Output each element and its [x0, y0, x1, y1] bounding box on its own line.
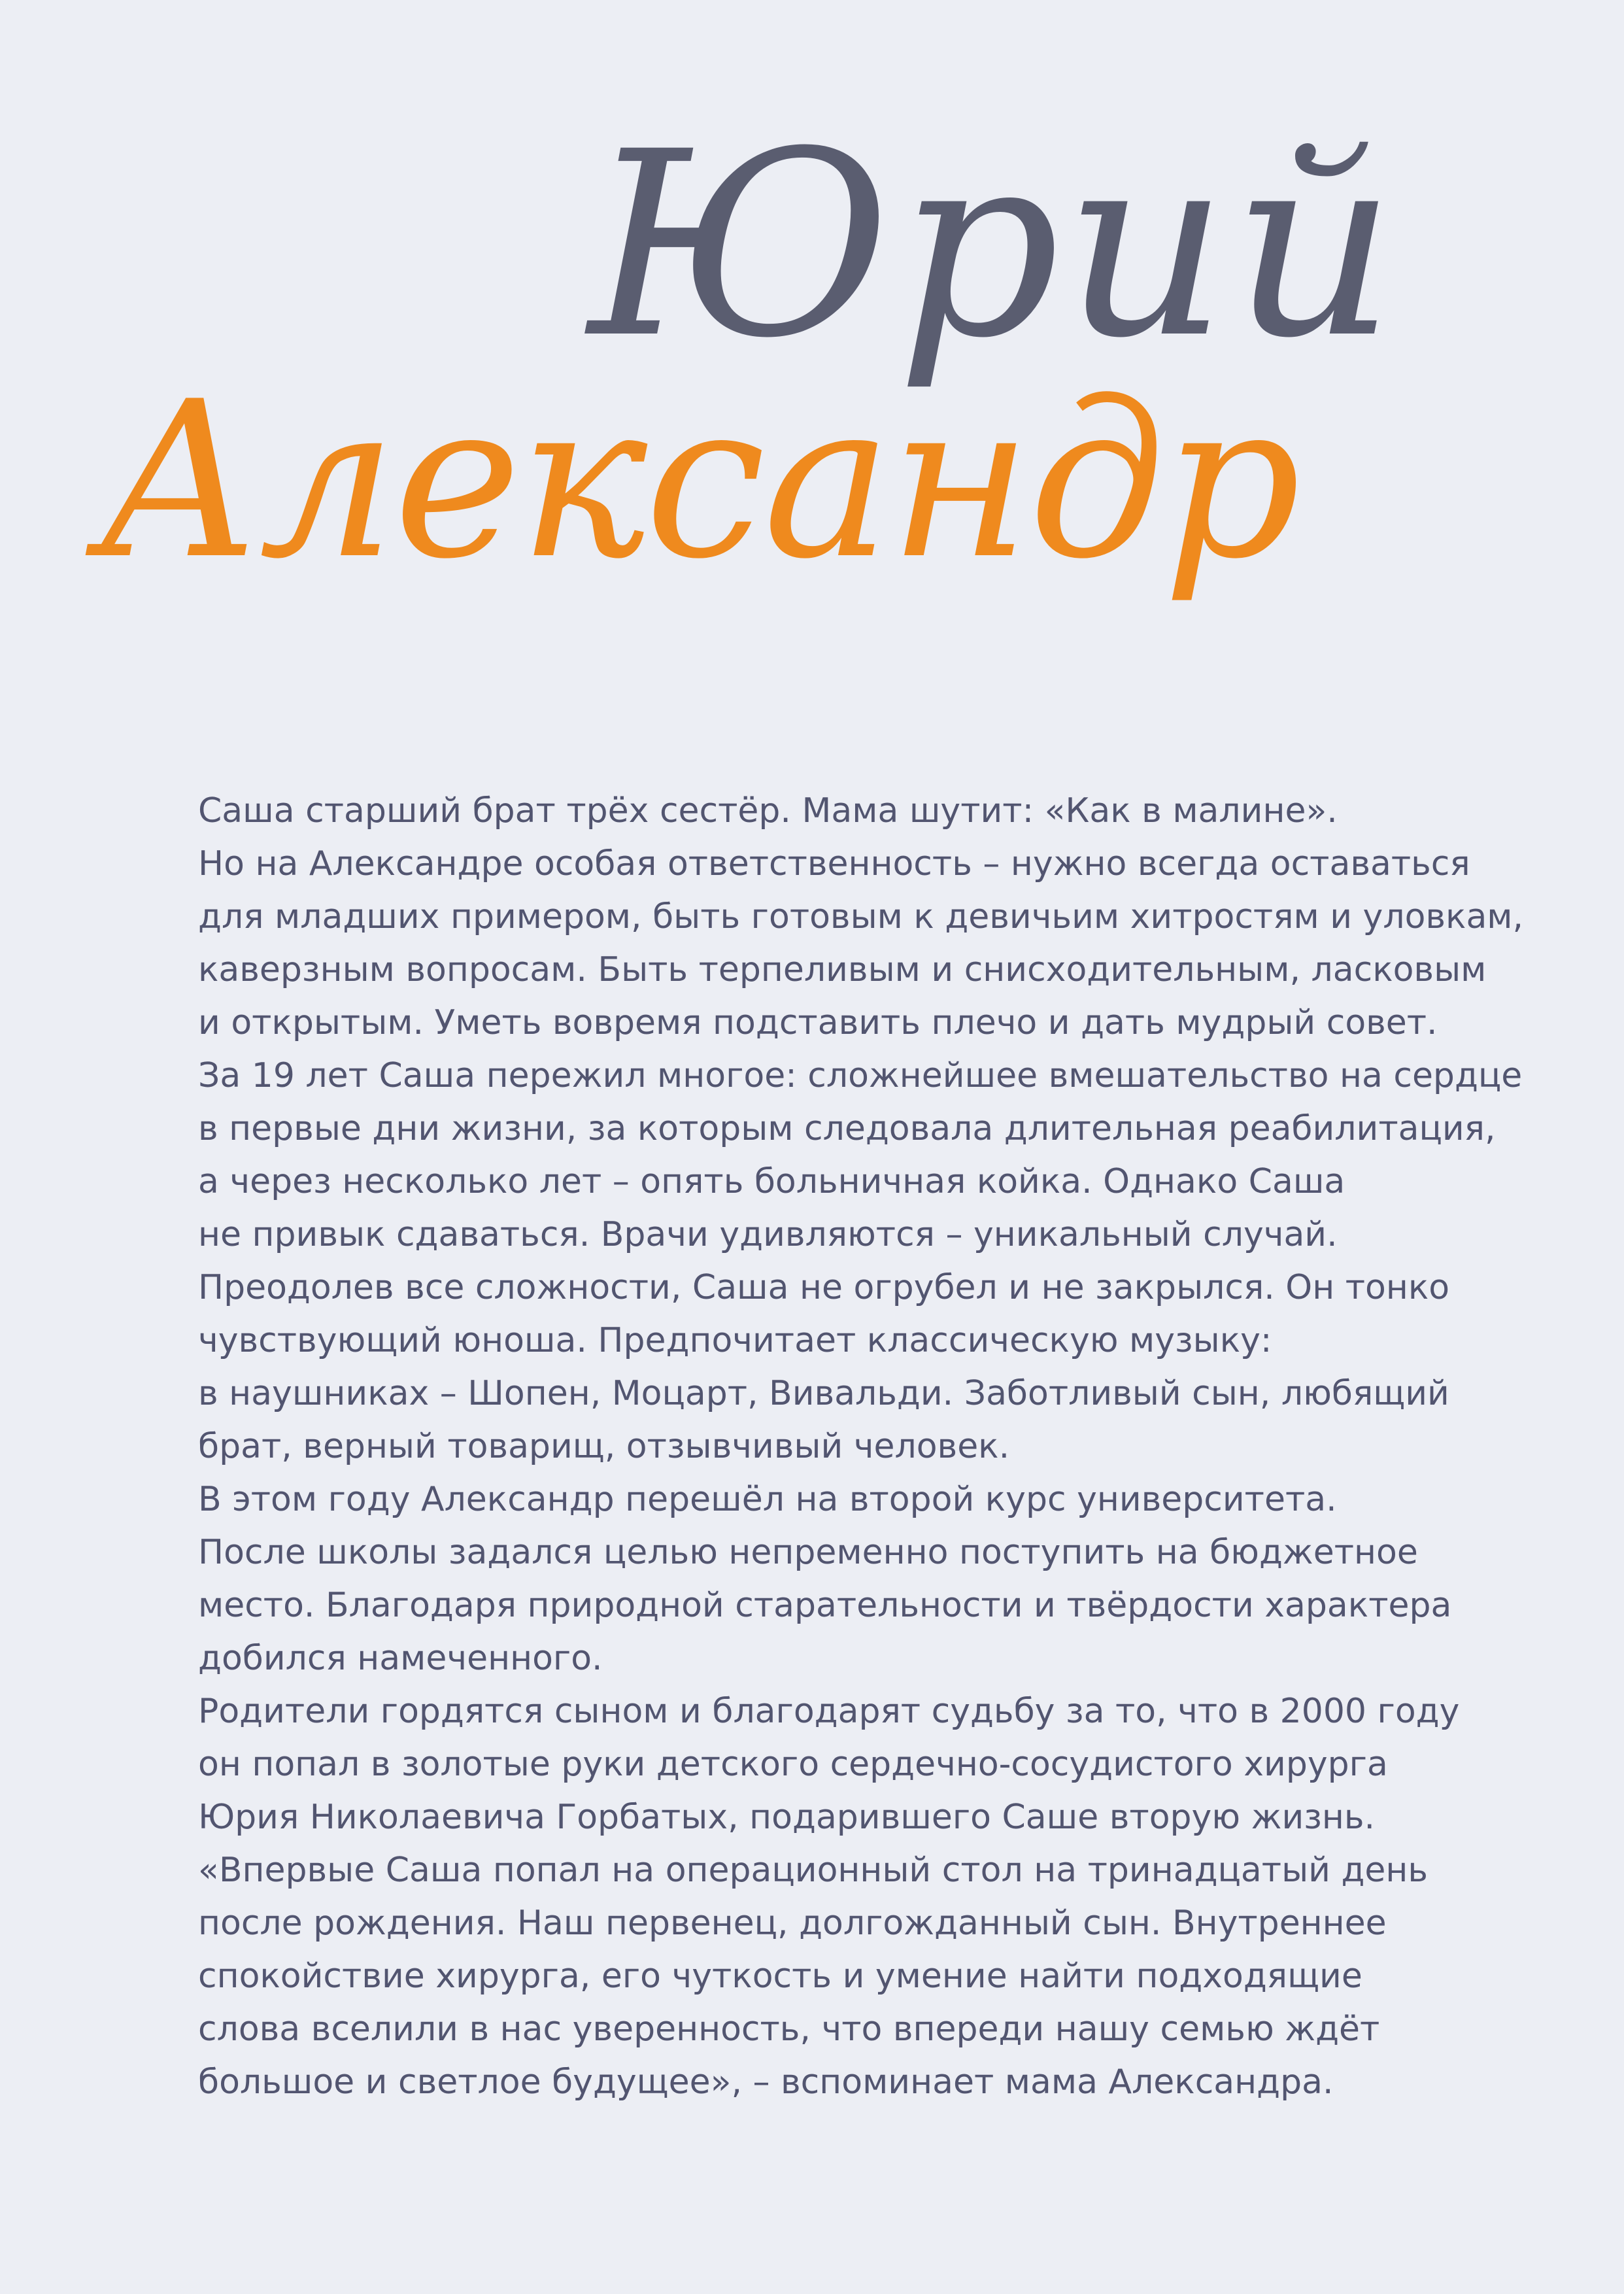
body-line: добился намеченного. [198, 1639, 603, 1678]
body-line: он попал в золотые руки детского сердечно-сосудистого хирурга [198, 1745, 1388, 1784]
title-first-name: Юрий [588, 97, 1400, 394]
body-line: а через несколько лет – опять больничная койка. Однако Саша [198, 1162, 1345, 1201]
body-line: чувствующий юноша. Предпочитает классическую музыку: [198, 1321, 1272, 1360]
body-line: каверзным вопросам. Быть терпеливым и снисходительным, ласковым [198, 950, 1487, 989]
body-line: Саша старший брат трёх сестёр. Мама шутит: «Как в малине». [198, 791, 1338, 830]
body-line: слова вселили в нас уверенность, что впереди нашу семью ждёт [198, 2010, 1380, 2049]
body-line: спокойствие хирурга, его чуткость и умение найти подходящие [198, 1957, 1362, 1996]
body-line: Но на Александре особая ответственность – нужно всегда оставаться [198, 844, 1470, 883]
body-line: «Впервые Саша попал на операционный стол на тринадцатый день [198, 1851, 1429, 1890]
body-line: Преодолев все сложности, Саша не огрубел и не закрылся. Он тонко [198, 1268, 1450, 1307]
body-line: брат, верный товарищ, отзывчивый человек. [198, 1427, 1010, 1466]
body-line: За 19 лет Саша пережил многое: сложнейшее вмешательство на сердце [198, 1056, 1523, 1095]
body-line: не привык сдаваться. Врачи удивляются – уникальный случай. [198, 1215, 1338, 1254]
body-line: Родители гордятся сыном и благодарят судьбу за то, что в 2000 году [198, 1692, 1460, 1731]
body-line: место. Благодаря природной старательности и твёрдости характера [198, 1586, 1452, 1625]
body-line: после рождения. Наш первенец, долгожданный сын. Внутреннее [198, 1904, 1387, 1943]
title-last-name: Александр [98, 355, 1298, 606]
body-line: для младших примером, быть готовым к девичьим хитростям и уловкам, [198, 897, 1524, 936]
body-line: большое и светлое будущее», – вспоминает мама Александра. [198, 2063, 1334, 2102]
body-line: и открытым. Уметь вовремя подставить плечо и дать мудрый совет. [198, 1003, 1438, 1042]
body-line: Юрия Николаевича Горбатых, подарившего Саше вторую жизнь. [198, 1798, 1376, 1837]
body-line: в первые дни жизни, за которым следовала длительная реабилитация, [198, 1109, 1496, 1148]
body-text [198, 785, 1571, 2109]
body-line: В этом году Александр перешёл на второй курс университета. [198, 1480, 1337, 1519]
body-line: После школы задался целью непременно поступить на бюджетное [198, 1533, 1418, 1572]
body-line: в наушниках – Шопен, Моцарт, Вивальди. Заботливый сын, любящий [198, 1374, 1449, 1413]
